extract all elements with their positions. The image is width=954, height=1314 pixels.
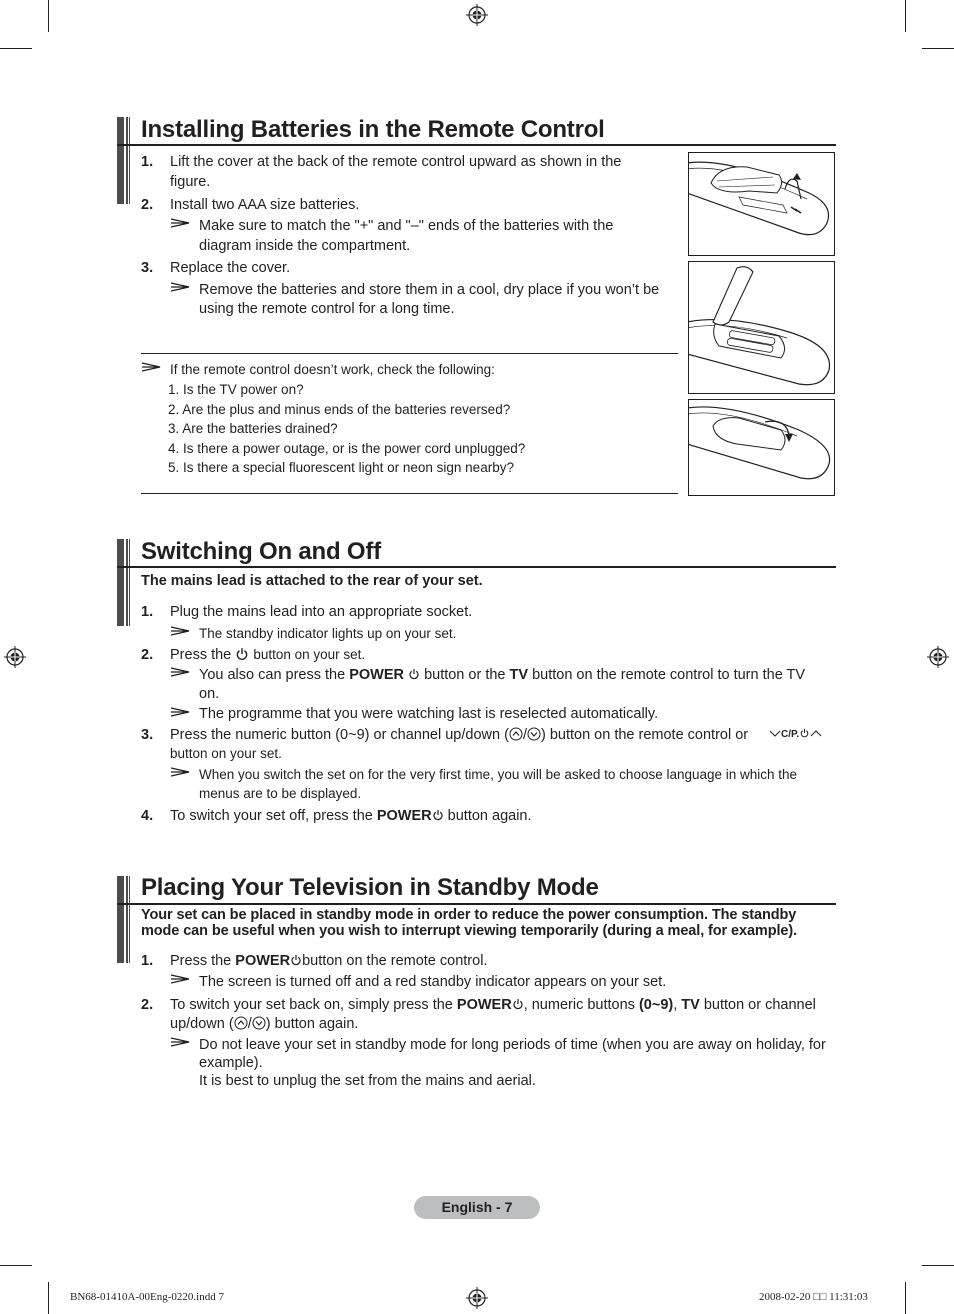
section-intro: mode can be useful when you wish to interrupt viewing temporarily (during a meal, for example). [141,923,798,939]
step-number: 3. [141,727,154,743]
step-number: 1. [141,953,154,969]
tv-label: TV [509,667,529,683]
note-text-part: You also can press the [199,667,346,683]
note-text: example). [199,1055,263,1071]
divider [141,353,678,354]
crop-mark [905,1282,906,1314]
note-text: The screen is turned off and a red standby indicator appears on your set. [199,974,667,990]
remote-figure-insert-batteries [688,261,835,394]
crop-mark [922,48,954,49]
check-item: 4. Is there a power outage, or is the power cord unplugged? [168,441,526,456]
cp-label: C/P. [781,729,800,740]
remote-figure-replace-cover [688,399,835,496]
section-intro: The mains lead is attached to the rear of your set. [141,573,483,589]
check-item: 5. Is there a special fluorescent light or neon sign nearby? [168,460,514,475]
registration-mark-icon [4,646,26,668]
arrow-note-icon [170,218,190,228]
step-text [170,726,748,746]
step-text: button on your set. [170,746,282,761]
step-number: 4. [141,808,154,824]
step-text-part: Press the [170,953,232,969]
step-text-part: / [522,727,527,743]
arrow-note-icon [170,707,190,717]
step-text: Replace the cover. [170,260,291,276]
chevron-up-icon [810,728,822,738]
channel-down-icon [527,727,541,741]
section-bar [117,539,131,626]
section-intro: Your set can be placed in standby mode in order to reduce the power consumption. The standby [141,907,797,923]
step-text-part: / [247,1016,252,1032]
note-text: Do not leave your set in standby mode for long periods of time (when you are away on holiday, for [199,1037,826,1053]
step-text [170,646,365,666]
step-text: Plug the mains lead into an appropriate socket. [170,604,473,620]
tv-label: TV [681,997,700,1013]
step-number: 3. [141,260,154,276]
section-title-batteries: Installing Batteries in the Remote Control [141,116,605,143]
step-text [170,996,816,1016]
print-slug-date: 2008-02-20 □□ 11:31:03 [759,1291,868,1303]
step-text-part: ) button on the remote control or [540,727,749,743]
arrow-note-icon [170,667,190,677]
section-bar [117,117,131,204]
channel-up-icon [234,1016,248,1030]
step-text-part: , [673,997,678,1013]
crop-mark [48,0,49,32]
check-item: 1. Is the TV power on? [168,382,304,397]
power-label: POWER [349,667,404,683]
remote-figure-lift-cover [688,152,835,256]
chevron-down-icon [769,728,781,738]
arrow-note-icon [170,626,190,636]
registration-mark-icon [466,1287,488,1309]
section-bar [117,876,131,963]
step-number: 2. [141,197,154,213]
arrow-note-icon [170,974,190,984]
numeric-buttons-label: (0~9) [638,997,674,1013]
arrow-note-icon [170,1037,190,1047]
note-text: The programme that you were watching last is reselected automatically. [199,706,659,722]
power-icon [512,998,524,1010]
step-text-part: button again. [447,808,532,824]
note-text: using the remote control for a long time. [199,301,455,317]
note-text-part: button on the remote control to turn the TV [532,667,806,683]
step-text-part: up/down ( [170,1016,234,1032]
crop-mark [0,48,32,49]
power-label: POWER [456,997,512,1013]
title-rule [117,144,836,146]
step-text-part: To switch your set back on, simply press the [170,997,453,1013]
page-number-badge: English - 7 [414,1196,540,1219]
step-number: 2. [141,647,154,663]
note-text: Make sure to match the "+" and "–" ends of the batteries with the [199,218,614,234]
step-text-part: To switch your set off, press the [170,808,373,824]
check-item: 3. Are the batteries drained? [168,421,338,436]
power-label: POWER [376,808,432,824]
step-text [170,1015,358,1035]
step-text-part: ) button again. [265,1016,359,1032]
step-text-part: Press the [170,647,232,663]
step-text: Lift the cover at the back of the remote control upward as shown in the [170,154,622,170]
step-text-part: button on the remote control. [302,953,488,969]
step-text [170,807,532,827]
registration-mark-icon [466,4,488,26]
power-label: POWER [235,953,291,969]
check-item: 2. Are the plus and minus ends of the batteries reversed? [168,402,511,417]
crop-mark [48,1282,49,1314]
channel-down-icon [252,1016,266,1030]
arrow-note-icon [170,767,190,777]
registration-mark-icon [927,646,949,668]
crop-mark [905,0,906,32]
note-text: menus are to be displayed. [199,786,362,801]
note-text: diagram inside the compartment. [199,238,411,254]
arrow-note-icon [141,362,161,372]
power-icon [235,647,249,661]
note-text-part: button or the [424,667,506,683]
check-intro: If the remote control doesn’t work, check the following: [170,362,495,377]
step-text: figure. [170,174,211,190]
note-text: It is best to unplug the set from the mains and aerial. [199,1073,536,1089]
title-rule [117,903,836,905]
power-icon [432,809,444,821]
note-text [199,666,805,686]
step-text [170,952,487,972]
step-text-part: Press the numeric button (0~9) or channel up/down ( [170,727,509,743]
power-icon [290,954,302,966]
power-icon [799,728,810,738]
step-text-part: button or channel [703,997,816,1013]
note-text: The standby indicator lights up on your set. [199,626,457,641]
power-icon [408,668,420,680]
arrow-note-icon [170,282,190,292]
channel-up-icon [509,727,523,741]
note-text: Remove the batteries and store them in a cool, dry place if you won’t be [199,282,660,298]
title-rule [117,566,836,568]
divider [141,493,678,494]
note-text: on. [199,686,220,702]
step-text-part: button on your set. [253,647,366,662]
step-text-part: , numeric buttons [523,997,635,1013]
front-panel-buttons [769,728,822,742]
section-title-switching: Switching On and Off [141,538,381,565]
section-title-standby: Placing Your Television in Standby Mode [141,874,599,901]
step-number: 1. [141,154,154,170]
crop-mark [0,1265,32,1266]
crop-mark [922,1265,954,1266]
step-text: Install two AAA size batteries. [170,197,360,213]
note-text: When you switch the set on for the very first time, you will be asked to choose language in which the [199,767,798,782]
print-slug-file: BN68-01410A-00Eng-0220.indd 7 [70,1291,224,1303]
step-number: 2. [141,997,154,1013]
step-number: 1. [141,604,154,620]
